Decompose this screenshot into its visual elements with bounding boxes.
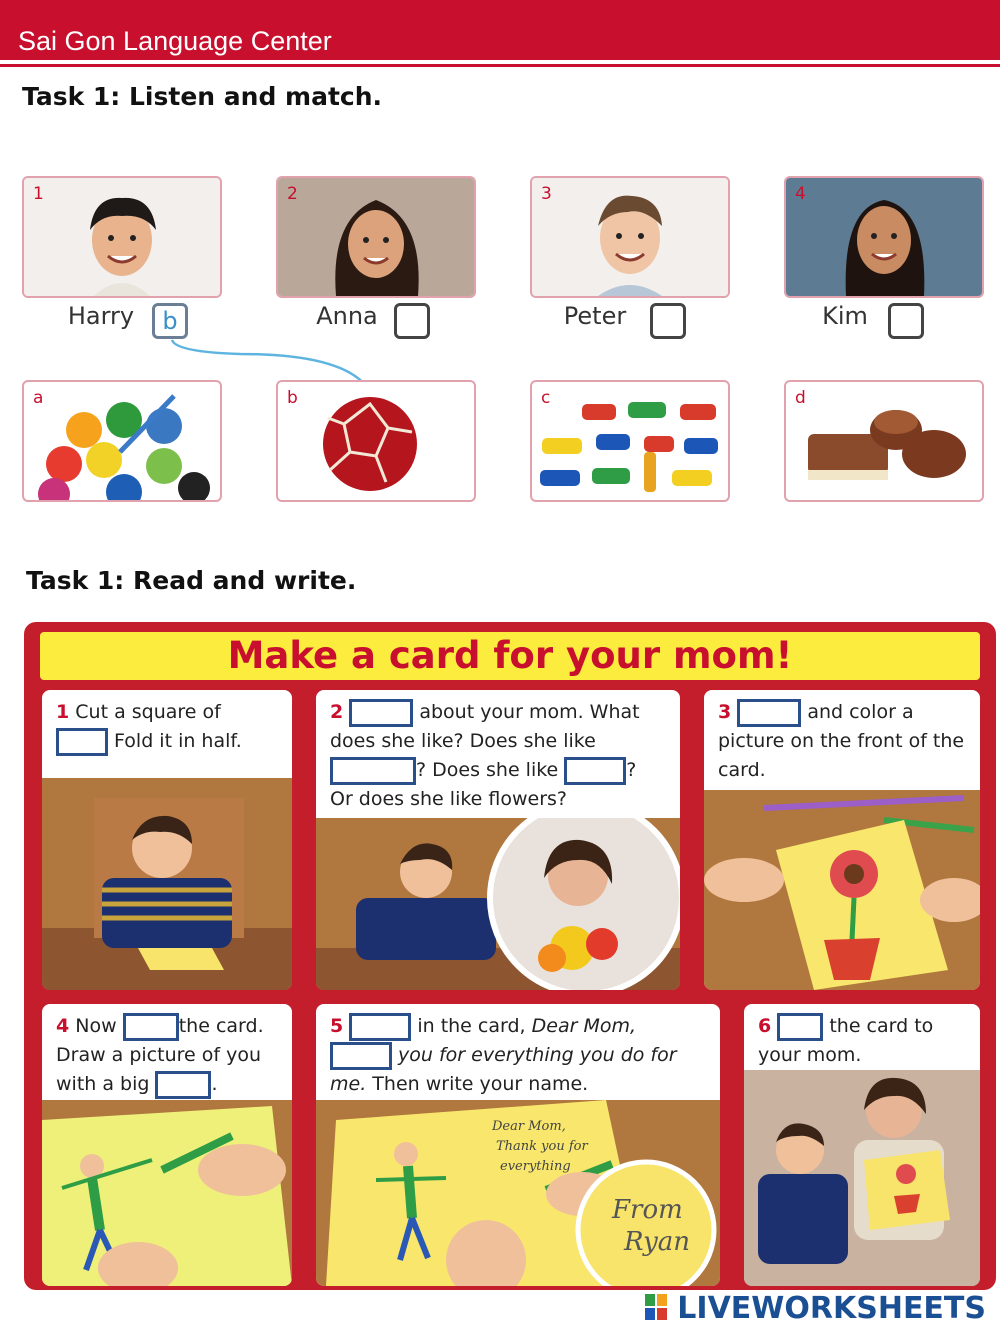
- step-3-text: [718, 698, 970, 785]
- blank-10[interactable]: [777, 1013, 823, 1041]
- step-text-part: in the card,: [417, 1015, 526, 1037]
- step-text-part: the card. Draw a picture of you with a big: [56, 1015, 264, 1095]
- match-line: [0, 0, 1000, 420]
- step-4-text: [56, 1012, 282, 1099]
- step-text-part: Then write your name.: [372, 1073, 589, 1095]
- step-5: [316, 1004, 720, 1286]
- item-letter: c: [541, 388, 551, 408]
- person-name: Harry: [67, 302, 135, 330]
- step-text-part: about your mom. What does she like? Does she like: [330, 701, 640, 752]
- step-number: 2: [330, 701, 344, 723]
- task2-heading: Task 1: Read and write.: [26, 566, 357, 595]
- ball-icon: [278, 382, 474, 500]
- step-6: [744, 1004, 980, 1286]
- task1-heading: Task 1: Listen and match.: [22, 82, 383, 111]
- coloring-flower-card-icon: [704, 790, 980, 990]
- step-1: [42, 690, 292, 990]
- step-text-part: Fold it in half.: [114, 730, 242, 752]
- liveworksheets-logo: [645, 1291, 986, 1326]
- step-3-photo: [704, 790, 980, 990]
- person-number: 1: [33, 184, 44, 204]
- boy-folding-card-icon: [42, 778, 292, 990]
- animal-toys-icon: [532, 382, 728, 500]
- blank-4[interactable]: [564, 757, 626, 785]
- blank-3[interactable]: [330, 757, 416, 785]
- item-card-b: [276, 380, 476, 502]
- step-number: 4: [56, 1015, 70, 1037]
- person-name: Kim: [822, 302, 868, 330]
- step-text-part: the card to your mom.: [758, 1015, 934, 1066]
- step-1-photo: [42, 778, 292, 990]
- person-name: Anna: [316, 302, 378, 330]
- step-5-text: [330, 1012, 710, 1099]
- paint-palette-icon: [24, 382, 220, 500]
- card-banner: Make a card for your mom!: [40, 632, 980, 680]
- blank-9[interactable]: [330, 1042, 392, 1070]
- step-text-part: Now: [75, 1015, 117, 1037]
- step-number: 6: [758, 1015, 772, 1037]
- item-card-a: [22, 380, 222, 502]
- header-title: Sai Gon Language Center: [18, 26, 332, 56]
- answer-box-1[interactable]: b: [152, 303, 188, 339]
- signature-line: From: [612, 1195, 683, 1225]
- step-number: 5: [330, 1015, 344, 1037]
- step-text-part: ? Does she like: [416, 759, 559, 781]
- writing-card-icon: [316, 1100, 720, 1286]
- item-letter: a: [33, 388, 44, 408]
- blank-2[interactable]: [349, 699, 413, 727]
- person-name: Peter: [563, 302, 627, 330]
- card-note-line: Thank you for: [496, 1139, 588, 1154]
- boy-thinking-mom-icon: [316, 818, 680, 990]
- step-6-text: [758, 1012, 970, 1070]
- drawing-picture-icon: [42, 1100, 292, 1286]
- giving-card-icon: [744, 1070, 980, 1286]
- step-text-part: Dear Mom,: [531, 1015, 637, 1037]
- blank-6[interactable]: [123, 1013, 179, 1041]
- card-note-line: everything: [500, 1159, 571, 1174]
- blank-5[interactable]: [737, 699, 801, 727]
- step-text-part: Or does she like flowers?: [330, 788, 568, 810]
- step-text-part: .: [211, 1073, 218, 1095]
- step-5-photo: [316, 1100, 720, 1286]
- item-card-d: [784, 380, 984, 502]
- person-number: 4: [795, 184, 806, 204]
- logo-mark-icon: [645, 1294, 667, 1322]
- step-4-photo: [42, 1100, 292, 1286]
- item-letter: d: [795, 388, 806, 408]
- step-1-text: [56, 698, 282, 756]
- person-number: 2: [287, 184, 298, 204]
- card-note-line: Dear Mom,: [492, 1119, 566, 1134]
- item-card-c: [530, 380, 730, 502]
- chocolates-icon: [786, 382, 982, 500]
- signature-line: Ryan: [624, 1227, 691, 1257]
- step-2: [316, 690, 680, 990]
- blank-8[interactable]: [349, 1013, 411, 1041]
- step-text-part: Cut a square of: [75, 701, 221, 723]
- blank-7[interactable]: [155, 1071, 211, 1099]
- step-text-part: and color a picture on the front of the card.: [718, 701, 965, 781]
- step-2-photo: [316, 818, 680, 990]
- step-number: 1: [56, 701, 70, 723]
- blank-1[interactable]: [56, 728, 108, 756]
- person-number: 3: [541, 184, 552, 204]
- item-letter: b: [287, 388, 298, 408]
- step-2-text: [330, 698, 670, 814]
- step-text-part: ?: [626, 759, 637, 781]
- step-text-part: you for everything you do for me.: [330, 1044, 677, 1095]
- step-6-photo: [744, 1070, 980, 1286]
- logo-text: LIVEWORKSHEETS: [677, 1291, 986, 1326]
- step-number: 3: [718, 701, 732, 723]
- step-3: [704, 690, 980, 990]
- step-4: [42, 1004, 292, 1286]
